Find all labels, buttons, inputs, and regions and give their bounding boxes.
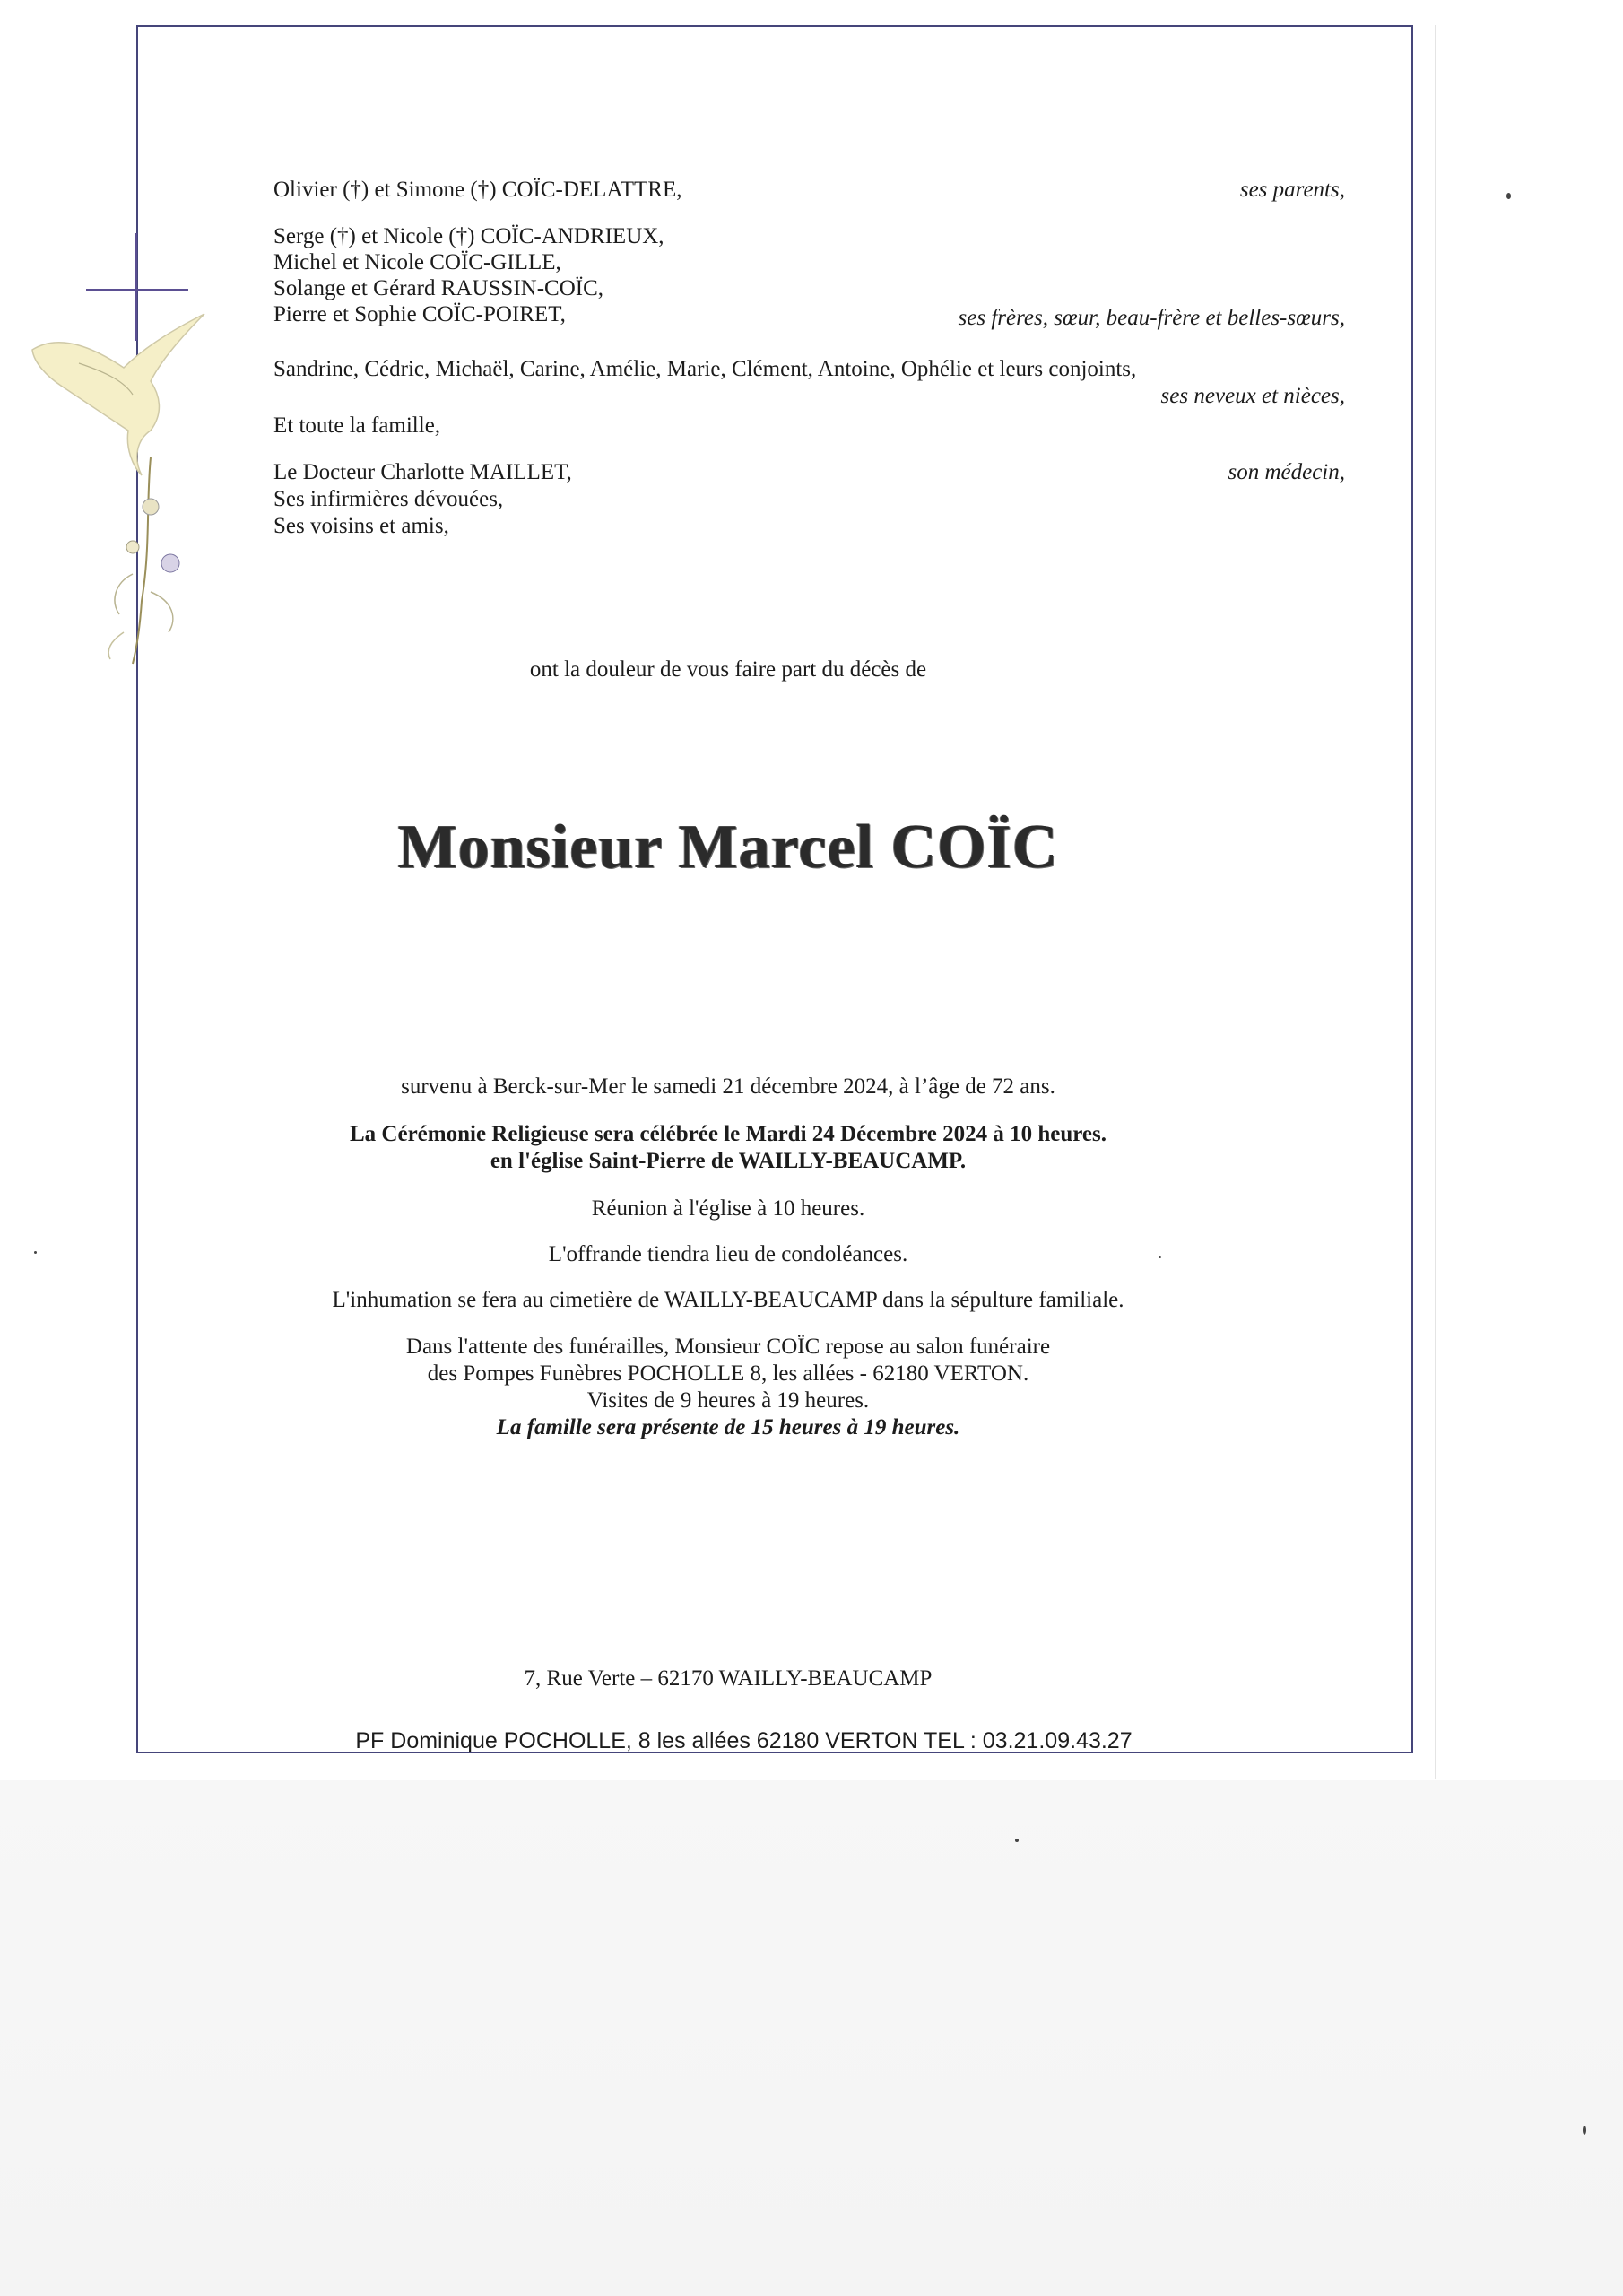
offering-info: L'offrande tiendra lieu de condoléances. [548, 1242, 908, 1266]
relation-parents: ses parents, [1239, 178, 1345, 202]
death-details: survenu à Berck-sur-Mer le samedi 21 décembre 2024, à l’âge de 72 ans. [401, 1074, 1055, 1099]
intro-text: ont la douleur de vous faire part du décès de [529, 657, 927, 682]
scan-background [0, 1780, 1623, 2296]
family-line-sibling-3: Solange et Gérard RAUSSIN-COÏC, [273, 276, 604, 300]
family-line-friends: Ses voisins et amis, [273, 514, 449, 538]
scan-speck [1506, 193, 1511, 199]
rest-line-1: Dans l'attente des funérailles, Monsieur COÏC repose au salon funéraire [405, 1335, 1051, 1359]
visits-info: Visites de 9 heures à 19 heures. [586, 1388, 870, 1413]
family-line-nephews: Sandrine, Cédric, Michaël, Carine, Amélie, Marie, Clément, Antoine, Ophélie et leurs conjoints, [273, 357, 1137, 381]
relation-doctor: son médecin, [1228, 460, 1345, 484]
scan-speck [1015, 1839, 1019, 1842]
scan-speck [34, 1251, 37, 1254]
address: 7, Rue Verte – 62170 WAILLY-BEAUCAMP [524, 1666, 933, 1691]
deceased-name: Monsieur Marcel COÏC [397, 813, 1059, 882]
family-line-nurses: Ses infirmières dévouées, [273, 487, 504, 511]
family-line-sibling-4: Pierre et Sophie COÏC-POIRET, [273, 302, 566, 326]
dove-flower-icon [25, 278, 231, 673]
family-line-parents: Olivier (†) et Simone (†) COÏC-DELATTRE, [273, 178, 682, 202]
ceremony-line-2: en l'église Saint-Pierre de WAILLY-BEAUCAMP. [490, 1149, 967, 1173]
relation-nephews: ses neveux et nièces, [1160, 384, 1345, 408]
scan-speck [1583, 2126, 1586, 2135]
family-line-sibling-2: Michel et Nicole COÏC-GILLE, [273, 250, 561, 274]
funeral-home-footer: PF Dominique POCHOLLE, 8 les allées 62180 VERTON TEL : 03.21.09.43.27 [355, 1728, 1133, 1753]
family-line-all: Et toute la famille, [273, 413, 441, 438]
burial-info: L'inhumation se fera au cimetière de WAILLY-BEAUCAMP dans la sépulture familiale. [332, 1288, 1124, 1312]
relation-siblings: ses frères, sœur, beau-frère et belles-sœurs, [958, 306, 1345, 330]
ceremony-line-1: La Cérémonie Religieuse sera célébrée le Mardi 24 Décembre 2024 à 10 heures. [350, 1122, 1107, 1146]
rest-line-2: des Pompes Funèbres POCHOLLE 8, les allées - 62180 VERTON. [427, 1361, 1029, 1386]
meeting-info: Réunion à l'église à 10 heures. [591, 1196, 865, 1221]
family-presence: La famille sera présente de 15 heures à 19 heures. [496, 1415, 960, 1439]
paper-edge [1435, 25, 1436, 1779]
scan-speck [1159, 1256, 1161, 1258]
family-line-doctor: Le Docteur Charlotte MAILLET, [273, 460, 572, 484]
family-line-sibling-1: Serge (†) et Nicole (†) COÏC-ANDRIEUX, [273, 224, 664, 248]
